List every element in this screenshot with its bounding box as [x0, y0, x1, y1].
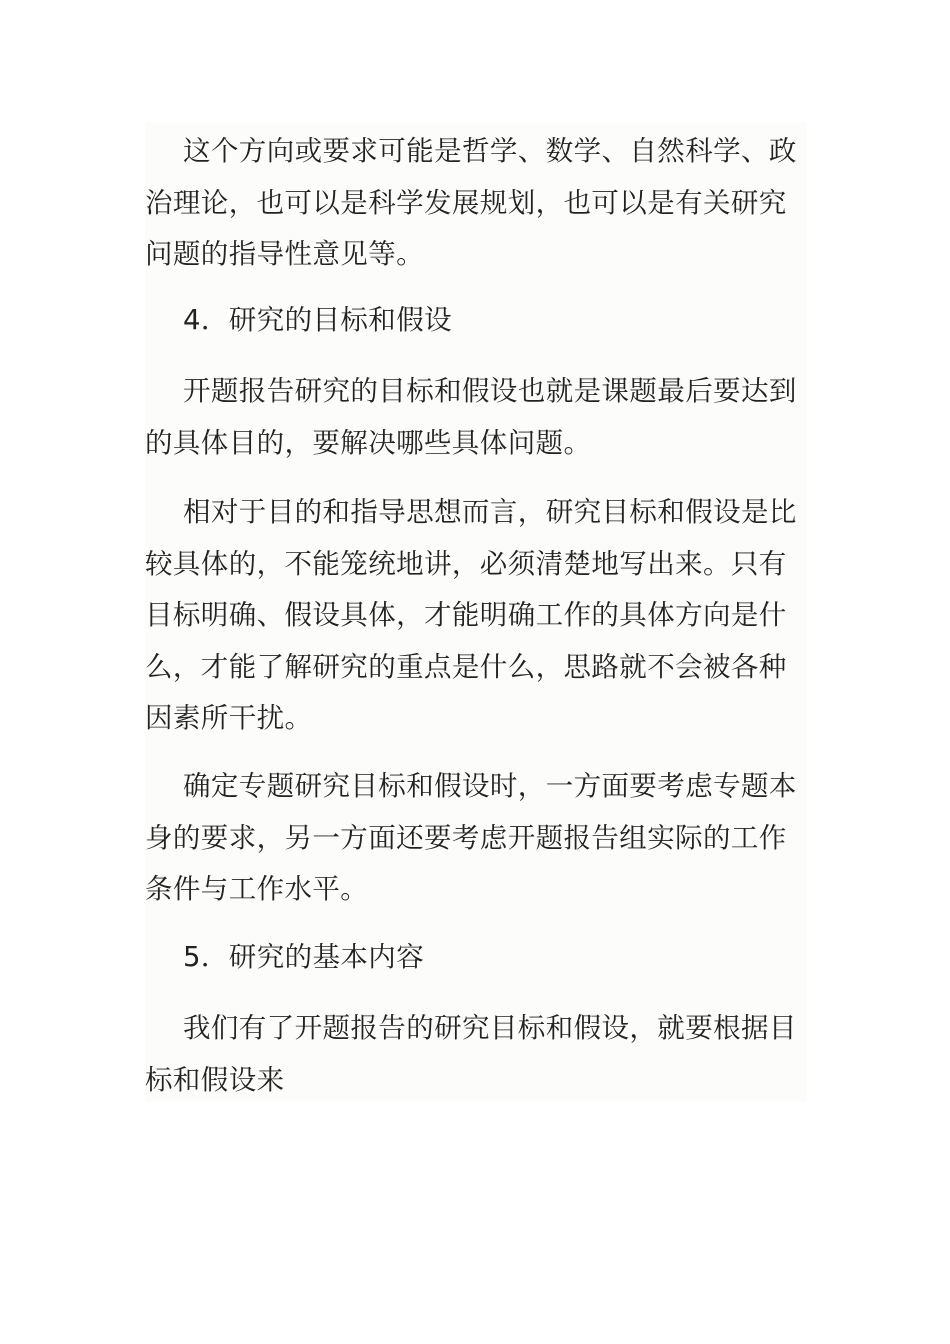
paragraph-basic-content: 我们有了开题报告的研究目标和假设，就要根据目标和假设来 — [145, 1012, 797, 1096]
paragraph-goals-considerations: 确定专题研究目标和假设时，一方面要考虑专题本身的要求，另一方面还要考虑开题报告组实际的工作条件与工作水平。 — [145, 770, 797, 905]
paragraph-goals-specificity: 相对于目的和指导思想而言，研究目标和假设是比较具体的，不能笼统地讲，必须清楚地写出来。只有目标明确、假设具体，才能明确工作的具体方向是什么，才能了解研究的重点是什么，思路就不会被各种因素所干扰。 — [145, 496, 797, 734]
heading-research-goals: 4．研究的目标和假设 — [183, 304, 452, 336]
paragraph-goals-definition: 开题报告研究的目标和假设也就是课题最后要达到的具体目的，要解决哪些具体问题。 — [145, 375, 797, 459]
paragraph-direction-requirements: 这个方向或要求可能是哲学、数学、自然科学、政治理论，也可以是科学发展规划，也可以是有关研究问题的指导性意见等。 — [145, 135, 797, 270]
heading-basic-content: 5．研究的基本内容 — [183, 941, 425, 973]
